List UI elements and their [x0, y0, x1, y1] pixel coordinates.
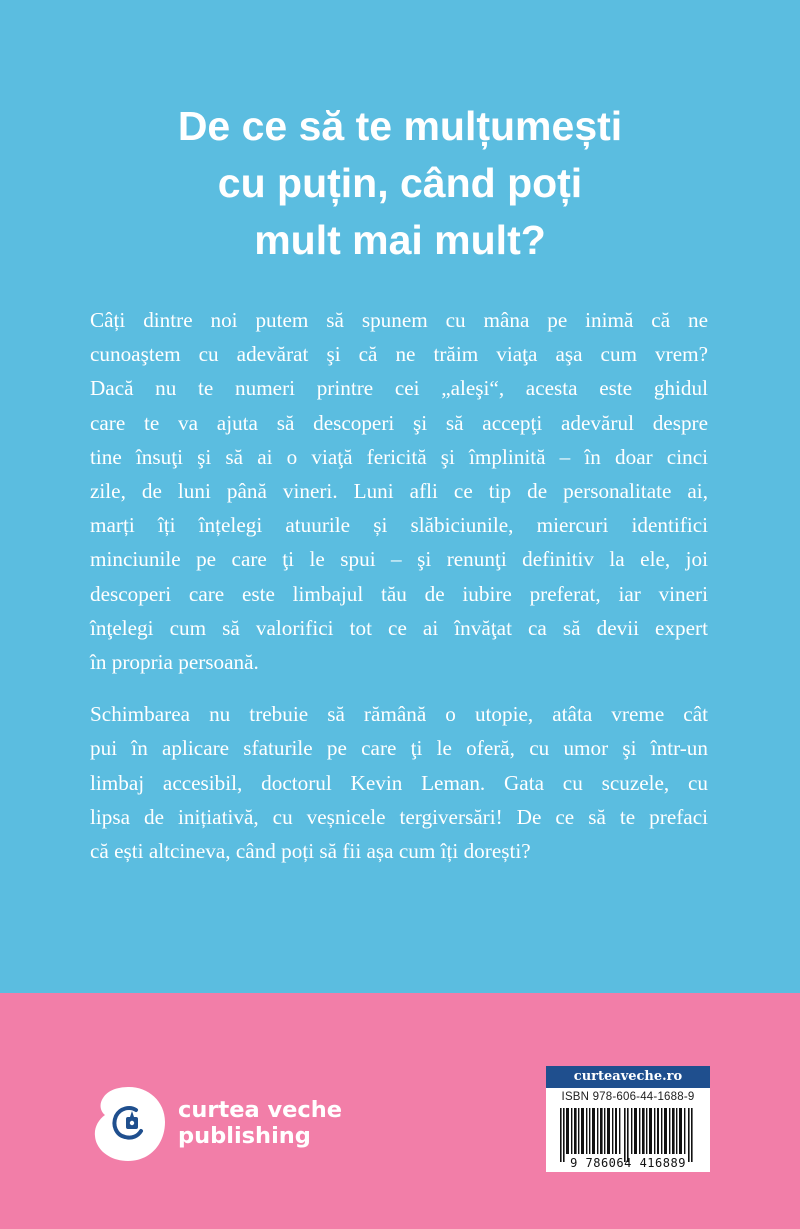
blurb: [90, 303, 708, 868]
blurb-line: tine însuţi şi să ai o viaţă fericită şi împlinită – în doar cinci: [90, 444, 708, 469]
publisher-name: [178, 1097, 342, 1149]
blurb-line: în propria persoană.: [90, 650, 259, 675]
publisher-name-line: publishing: [178, 1123, 311, 1149]
blurb-line: care te va ajuta să descoperi şi să accepţi adevărul despre: [90, 410, 708, 435]
blurb-line: Câți dintre noi putem să spunem cu mâna pe inimă că ne: [90, 308, 708, 332]
blurb-line: marți îți înțelegi atuurile și slăbiciunile, miercuri identifici: [90, 513, 708, 538]
publisher-name-line: curtea veche: [178, 1097, 343, 1123]
headline-line: De ce să te mulțumești: [177, 103, 623, 149]
barcode-digits: 9 786064 416889: [570, 1156, 686, 1170]
isbn-text: ISBN 978-606-44-1688-9: [561, 1091, 695, 1103]
blurb-line: limbaj accesibil, doctorul Kevin Leman. Gata cu scuzele, cu: [90, 770, 708, 795]
blurb-line: cunoaştem cu adevărat şi că ne trăim viaţa aşa cum vrem?: [90, 342, 708, 367]
blurb-paragraph-1: [90, 303, 708, 679]
publisher-logo: [90, 1076, 390, 1176]
website-url: curteaveche.ro: [546, 1066, 710, 1088]
headline-line: cu puțin, când poți: [217, 160, 583, 206]
barcode-label: [546, 1066, 710, 1172]
headline: [100, 98, 700, 269]
blurb-line: că ești altcineva, când poți să fii așa cum îți dorești?: [90, 839, 531, 864]
blurb-paragraph-2: [90, 697, 708, 868]
curtea-veche-logo-icon: [90, 1084, 168, 1164]
headline-line: mult mai mult?: [254, 217, 546, 263]
blurb-line: Dacă nu te numeri printre cei „aleşi“, acesta este ghidul: [90, 376, 708, 401]
blurb-line: Schimbarea nu trebuie să rămână o utopie, atâta vreme cât: [90, 702, 708, 727]
blurb-line: zile, de luni până vineri. Luni afli ce tip de personalitate ai,: [90, 479, 708, 504]
blurb-line: înţelegi cum să valorifici tot ce ai învăţat ca să devii expert: [90, 615, 708, 640]
blurb-line: minciunile pe care ţi le spui – şi renunţi definitiv la ele, joi: [90, 547, 708, 572]
blurb-line: lipsa de inițiativă, cu veșnicele tergiversări! De ce să te prefaci: [90, 804, 708, 829]
blurb-line: pui în aplicare sfaturile pe care ţi le oferă, cu umor şi într-un: [90, 736, 708, 761]
blurb-line: descoperi care este limbajul tău de iubire preferat, iar vineri: [90, 581, 708, 606]
